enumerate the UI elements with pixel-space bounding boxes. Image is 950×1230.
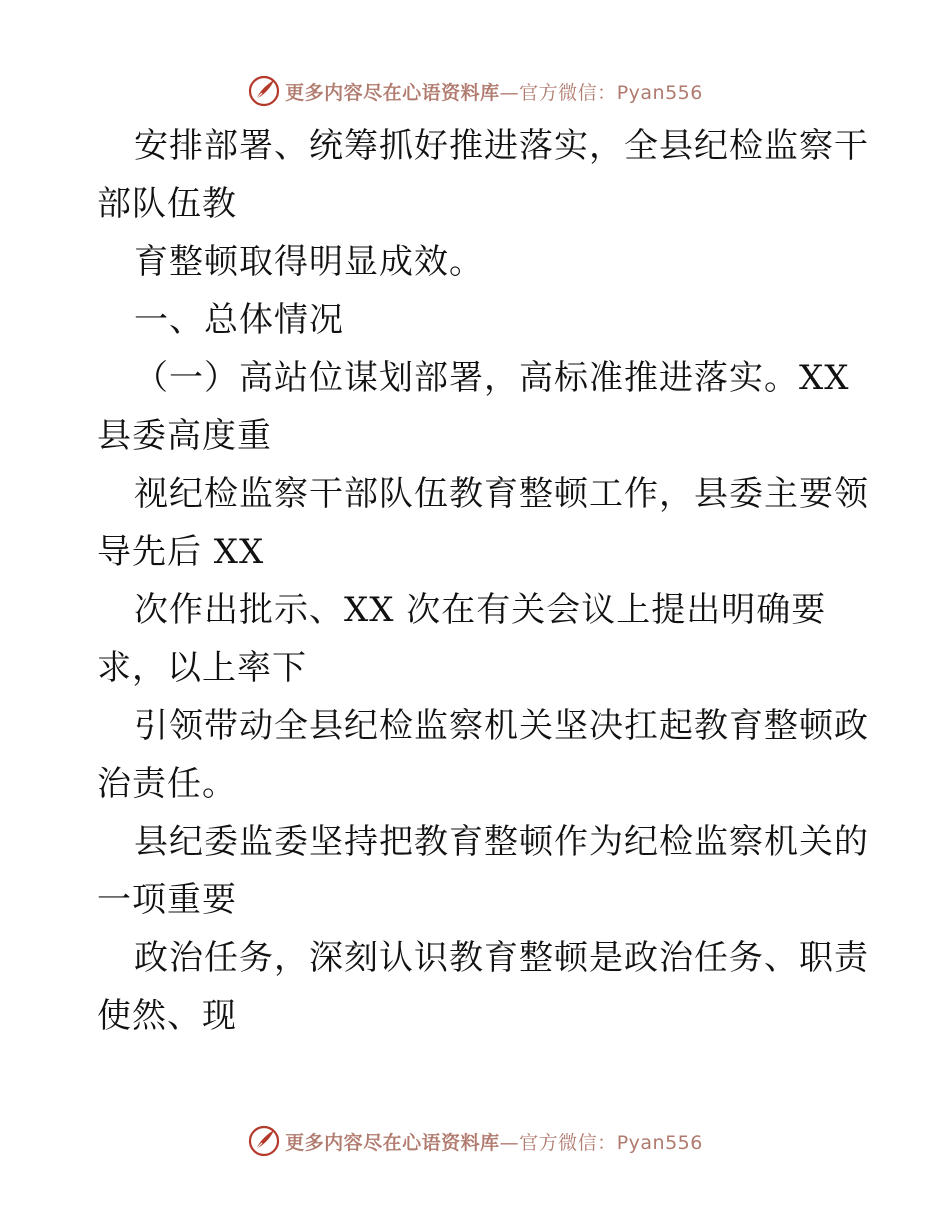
- text-line: 求，以上率下: [97, 648, 307, 688]
- watermark-text: 更多内容尽在心语资料库—官方微信：Pyan556: [285, 81, 703, 104]
- text-line: 次作出批示、XX 次在有关会议上提出明确要: [134, 590, 827, 630]
- text-line: 治责任。: [97, 764, 237, 804]
- text-line: （一）高站位谋划部署，高标准推进落实。XX: [134, 358, 850, 398]
- text-line: 一项重要: [97, 880, 237, 920]
- text-line: 政治任务，深刻认识教育整顿是政治任务、职责: [134, 938, 869, 978]
- footer-watermark: [0, 1121, 950, 1161]
- watermark-text: 更多内容尽在心语资料库—官方微信：Pyan556: [285, 1131, 703, 1154]
- quill-pen-logo-icon: [247, 74, 281, 108]
- text-line: 安排部署、统筹抓好推进落实，全县纪检监察干: [134, 126, 869, 166]
- header-watermark: [0, 71, 950, 111]
- text-line: 视纪检监察干部队伍教育整顿工作，县委主要领: [134, 474, 869, 514]
- quill-pen-logo-icon: [247, 1124, 281, 1158]
- text-line: 引领带动全县纪检监察机关坚决扛起教育整顿政: [134, 706, 869, 746]
- text-line: 县纪委监委坚持把教育整顿作为纪检监察机关的: [134, 822, 869, 862]
- text-line: 部队伍教: [97, 184, 237, 224]
- text-line: 使然、现: [97, 996, 237, 1036]
- document-body: [97, 117, 869, 1045]
- text-line: 一、总体情况: [134, 300, 344, 340]
- text-line: 导先后 XX: [97, 532, 265, 572]
- text-line: 县委高度重: [97, 416, 272, 456]
- text-line: 育整顿取得明显成效。: [134, 242, 484, 282]
